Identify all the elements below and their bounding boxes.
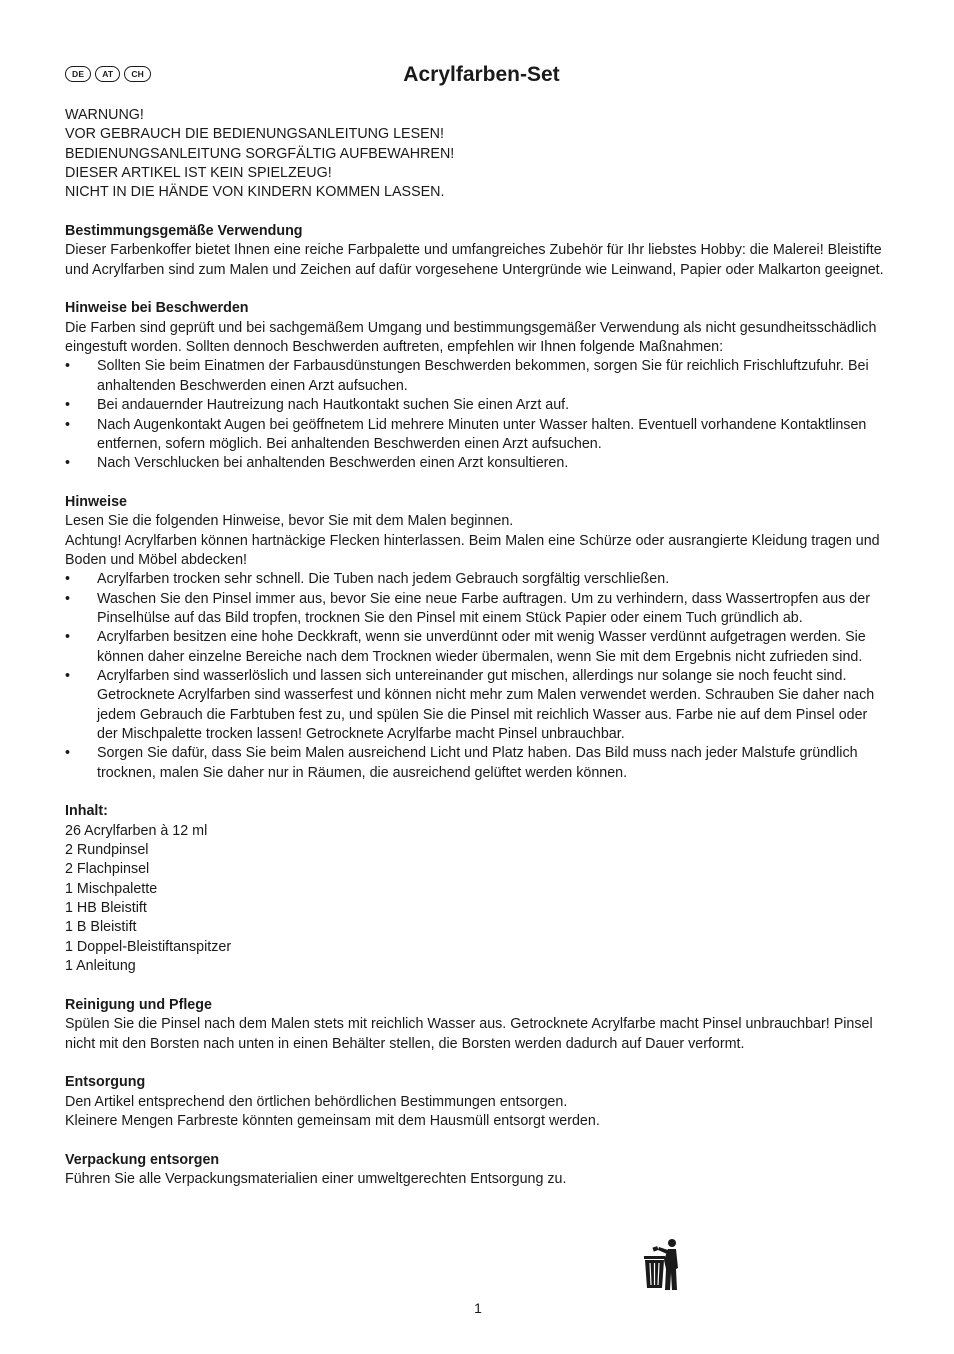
section-heading: Reinigung und Pflege	[65, 996, 212, 1013]
bullet-icon: •	[65, 667, 71, 684]
section-notes	[65, 493, 890, 783]
section-text: Lesen Sie die folgenden Hinweise, bevor Sie mit dem Malen beginnen.	[65, 513, 514, 530]
bullet-icon: •	[65, 590, 71, 607]
warning-line: DIESER ARTIKEL IST KEIN SPIELZEUG!	[65, 165, 332, 182]
contents-item: 1 HB Bleistift	[65, 900, 147, 917]
bullet-icon: •	[65, 745, 71, 762]
contents-item: 1 B Bleistift	[65, 919, 137, 936]
section-packaging	[65, 1151, 890, 1190]
section-text: Achtung! Acrylfarben können hartnäckige Flecken hinterlassen. Beim Malen eine Schürze oder ausrangierte Kleidung tragen und Boden und Möbel abdecken!	[65, 532, 880, 568]
list-item: • Nach Augenkontakt Augen bei geöffnetem Lid mehrere Minuten unter Wasser halten. Eventuell vorhandene Kontaktlinsen entfernen, sofern möglich. Bei anhaltenden Beschwerden einen Arzt aufsuchen.	[65, 416, 867, 452]
list-item: • Acrylfarben besitzen eine hohe Deckkraft, wenn sie unverdünnt oder mit wenig Wasser verdünnt aufgetragen werden. Sie können daher einzelne Bereiche nach dem Trocknen wieder übermalen, wenn Sie mit dem Ergebnis nicht zufrieden sind.	[65, 629, 866, 665]
bullet-list	[65, 570, 890, 783]
section-heading: Verpackung entsorgen	[65, 1151, 220, 1168]
section-text: Die Farben sind geprüft und bei sachgemäßem Umgang und bestimmungsgemäßer Verwendung als nicht gesundheitsschädlich eingestuft worden. Sollten dennoch Beschwerden auftreten, empfehlen wir Ihnen folgende Maßnahmen:	[65, 319, 877, 356]
section-text: Führen Sie alle Verpackungsmaterialien einer umweltgerechten Entsorgung zu.	[65, 1170, 567, 1187]
section-text: Den Artikel entsprechend den örtlichen behördlichen Bestimmungen entsorgen.	[65, 1093, 568, 1110]
list-item: • Nach Verschlucken bei anhaltenden Beschwerden einen Arzt konsultieren.	[65, 454, 890, 473]
bullet-icon: •	[65, 416, 71, 433]
warning-block	[65, 106, 890, 203]
section-intended-use	[65, 222, 890, 280]
section-heading: Hinweise	[65, 493, 127, 510]
bullet-icon: •	[65, 571, 71, 588]
contents-item: 2 Flachpinsel	[65, 861, 150, 878]
contents-list	[65, 822, 890, 977]
section-heading: Entsorgung	[65, 1074, 146, 1091]
contents-item: 1 Anleitung	[65, 958, 136, 975]
warning-line: WARNUNG!	[65, 107, 144, 123]
warning-line: VOR GEBRAUCH DIE BEDIENUNGSANLEITUNG LESEN!	[65, 126, 444, 143]
bullet-icon: •	[65, 629, 71, 646]
document-body	[65, 106, 890, 1189]
section-cleaning	[65, 996, 890, 1054]
contents-item: 2 Rundpinsel	[65, 842, 149, 859]
list-item: • Sorgen Sie dafür, dass Sie beim Malen ausreichend Licht und Platz haben. Das Bild muss nach jeder Malstufe gründlich trocknen, malen Sie daher nur in Räumen, die ausreichend gelüftet werden können.	[65, 745, 858, 781]
section-heading: Inhalt:	[65, 803, 108, 820]
country-badge-ch: CH	[124, 66, 151, 82]
section-heading: Bestimmungsgemäße Verwendung	[65, 223, 303, 240]
section-complaints	[65, 299, 890, 473]
document-title: Acrylfarben-Set	[403, 63, 560, 86]
section-disposal	[65, 1073, 890, 1131]
list-item: • Waschen Sie den Pinsel immer aus, bevor Sie eine neue Farbe auftragen. Um zu verhindern, dass Wassertropfen aus der Pinselhülse auf das Bild tropfen, trocknen Sie den Pinsel mit einem Stück Papier oder einem Tuch gründlich ab.	[65, 590, 870, 626]
bullet-list	[65, 357, 890, 473]
list-item: • Sollten Sie beim Einatmen der Farbausdünstungen Beschwerden bekommen, sorgen Sie für reichlich Frischluftzufuhr. Bei anhaltenden Beschwerden einen Arzt aufsuchen.	[65, 358, 869, 394]
page-number: 1	[474, 1300, 482, 1316]
bullet-icon: •	[65, 455, 71, 472]
list-item: • Acrylfarben sind wasserlöslich und lassen sich untereinander gut mischen, allerdings nur solange sie noch feucht sind. Getrocknete Acrylfarben sind wasserfest und können nicht mehr zum Malen verwendet werden. Schrauben Sie daher nach jedem Gebrauch die Farbtuben fest zu, und spülen Sie die Pinsel mit reichlich Wasser aus. Farbe nie auf dem Pinsel oder der Mischpalette trocken lassen! Getrocknete Acrylfarbe macht Pinsel unbrauchbar.	[65, 667, 875, 742]
list-item: • Bei andauernder Hautreizung nach Hautkontakt suchen Sie einen Arzt auf.	[65, 396, 890, 415]
warning-line: NICHT IN DIE HÄNDE VON KINDERN KOMMEN LASSEN.	[65, 184, 445, 201]
country-badge-at: AT	[95, 66, 120, 82]
trash-bin-icon	[643, 1238, 683, 1292]
contents-item: 1 Doppel-Bleistiftanspitzer	[65, 938, 232, 955]
country-badge-de: DE	[65, 66, 91, 82]
bullet-icon: •	[65, 397, 71, 414]
contents-item: 26 Acrylfarben à 12 ml	[65, 822, 208, 839]
section-text: Kleinere Mengen Farbreste könnten gemeinsam mit dem Hausmüll entsorgt werden.	[65, 1112, 600, 1129]
section-heading: Hinweise bei Beschwerden	[65, 300, 249, 317]
document-header	[65, 62, 890, 92]
bullet-icon: •	[65, 358, 71, 375]
section-contents	[65, 802, 890, 976]
warning-line: BEDIENUNGSANLEITUNG SORGFÄLTIG AUFBEWAHREN!	[65, 145, 455, 162]
section-text: Dieser Farbenkoffer bietet Ihnen eine reiche Farbpalette und umfangreiches Zubehör für Ihr liebstes Hobby: die Malerei! Bleistifte und Acrylfarben sind zum Malen und Zeichen auf dafür vorgesehene Untergründe wie Leinwand, Papier oder Malkarton geeignet.	[65, 242, 884, 278]
contents-item: 1 Mischpalette	[65, 880, 158, 897]
section-text: Spülen Sie die Pinsel nach dem Malen stets mit reichlich Wasser aus. Getrocknete Acrylfarbe macht Pinsel unbrauchbar! Pinsel nicht mit den Borsten nach unten in einen Behälter stellen, die Borsten werden dadurch auf Dauer verformt.	[65, 1016, 873, 1052]
list-item: • Acrylfarben trocken sehr schnell. Die Tuben nach jedem Gebrauch sorgfältig verschließen.	[65, 570, 890, 589]
